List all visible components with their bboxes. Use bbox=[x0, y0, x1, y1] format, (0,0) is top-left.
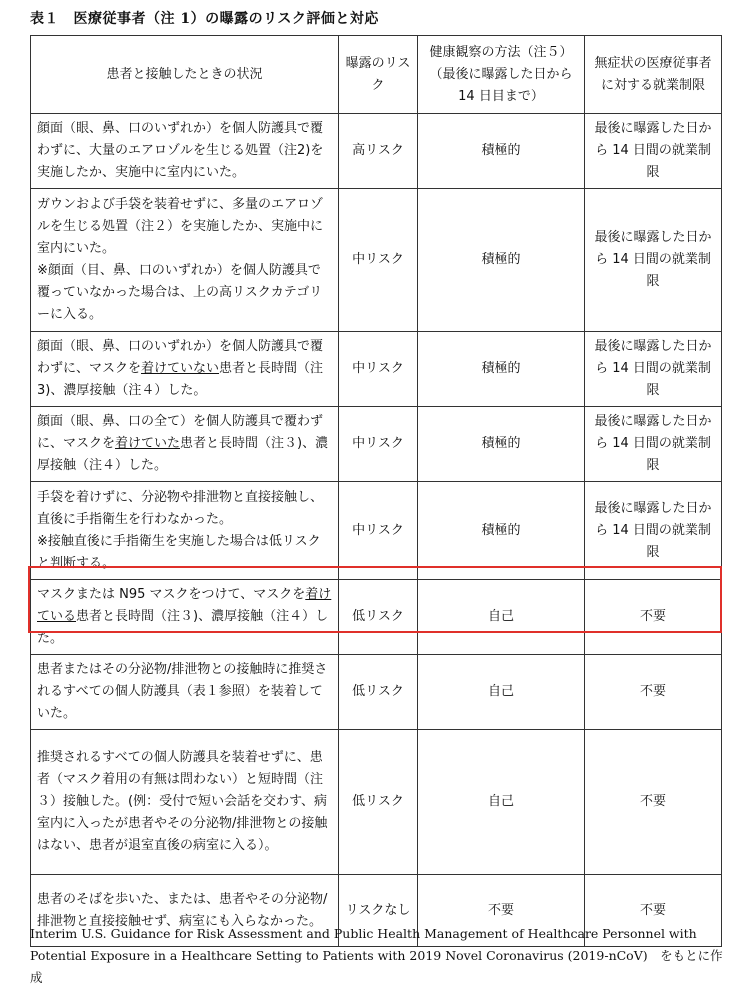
restriction-cell: 最後に曝露した日から 14 日間の就業制限 bbox=[585, 407, 722, 482]
situation-text: 患者と長時間（注３)、濃厚接触（注４）した。 bbox=[37, 436, 329, 473]
header-row bbox=[31, 36, 722, 114]
situation-cell: 推奨されるすべての個人防護具を装着せずに、患者（マスク着用の有無は問わない）と短時間（注３）接触した。(例：受付で短い会話を交わす、病室内に入ったが患者やその分泌物/排泄物との接触はない、患者が退室直後の病室に入る）。 bbox=[31, 730, 339, 875]
source-footnote: Interim U.S. Guidance for Risk Assessment and Public Health Management of Healthcare Personnel with Potential Exposure in a Healthcare Setting to Patients with 2019 Novel Coronavirus (2019-nCoV) をもとに作成 bbox=[30, 926, 723, 985]
table-row bbox=[31, 114, 722, 189]
header-observation: 健康観察の方法（注５）（最後に曝露した日から14 日目まで） bbox=[418, 36, 585, 114]
observation-cell: 積極的 bbox=[418, 407, 585, 482]
table-row bbox=[31, 482, 722, 580]
header-situation: 患者と接触したときの状況 bbox=[31, 36, 339, 114]
situation-text: 顔面（眼、鼻、口のいずれか）を個人防護具で覆わずに、マスクを bbox=[37, 339, 324, 376]
table-row-highlighted bbox=[31, 580, 722, 655]
observation-cell: 積極的 bbox=[418, 332, 585, 407]
observation-cell: 自己 bbox=[418, 655, 585, 730]
situation-cell bbox=[31, 580, 339, 655]
observation-cell: 自己 bbox=[418, 730, 585, 875]
situation-cell: 患者のそばを歩いた、または、患者やその分泌物/排泄物と直接接触せず、病室にも入らなかった。 bbox=[31, 875, 339, 947]
situation-text: 患者と長時間（注3)、濃厚接触（注４）した。 bbox=[37, 361, 324, 398]
risk-cell: 低リスク bbox=[339, 580, 418, 655]
restriction-cell: 不要 bbox=[585, 730, 722, 875]
header-risk: 曝露のリスク bbox=[339, 36, 418, 114]
table-row bbox=[31, 189, 722, 332]
restriction-cell: 最後に曝露した日から 14 日間の就業制限 bbox=[585, 332, 722, 407]
restriction-cell: 最後に曝露した日から 14 日間の就業制限 bbox=[585, 114, 722, 189]
risk-cell: 中リスク bbox=[339, 189, 418, 332]
observation-cell: 積極的 bbox=[418, 189, 585, 332]
observation-cell: 積極的 bbox=[418, 114, 585, 189]
situation-note: ※接触直後に手指衛生を実施した場合は低リスクと判断する。 bbox=[37, 533, 321, 571]
situation-cell: 顔面（眼、鼻、口のいずれか）を個人防護具で覆わずに、大量のエアロゾルを生じる処置（注2)を実施したか、実施中に室内にいた。 bbox=[31, 114, 339, 189]
risk-cell: 中リスク bbox=[339, 482, 418, 580]
table-row bbox=[31, 730, 722, 875]
risk-cell: 高リスク bbox=[339, 114, 418, 189]
situation-text: 顔面（眼、鼻、口の全て）を個人防護具で覆わずに、マスクを bbox=[37, 414, 324, 451]
risk-cell: 低リスク bbox=[339, 655, 418, 730]
table-title: 表１ 医療従事者（注 1）の曝露のリスク評価と対応 bbox=[30, 11, 379, 27]
table-row bbox=[31, 655, 722, 730]
observation-cell: 積極的 bbox=[418, 482, 585, 580]
situation-text: 手袋を着けずに、分泌物や排泄物と直接接触し、直後に手指衛生を行わなかった。 bbox=[37, 489, 324, 527]
situation-text: 患者と長時間（注３)、濃厚接触（注４）した。 bbox=[37, 609, 329, 646]
restriction-cell: 不要 bbox=[585, 580, 722, 655]
table-row bbox=[31, 332, 722, 407]
header-work-restriction: 無症状の医療従事者に対する就業制限 bbox=[585, 36, 722, 114]
underlined-text: 着けていた bbox=[115, 436, 181, 451]
situation-cell: 患者またはその分泌物/排泄物との接触時に推奨されるすべての個人防護具（表１参照）を装着していた。 bbox=[31, 655, 339, 730]
risk-table bbox=[30, 35, 722, 947]
risk-cell: 中リスク bbox=[339, 332, 418, 407]
restriction-cell: 最後に曝露した日から 14 日間の就業制限 bbox=[585, 482, 722, 580]
observation-cell: 自己 bbox=[418, 580, 585, 655]
situation-cell bbox=[31, 407, 339, 482]
risk-cell: 中リスク bbox=[339, 407, 418, 482]
observation-cell: 不要 bbox=[418, 875, 585, 947]
underlined-text: 着けていない bbox=[141, 361, 220, 376]
situation-text: ガウンおよび手袋を装着せずに、多量のエアロゾルを生じる処置（注２）を実施したか、実施中に室内にいた。 bbox=[37, 197, 324, 256]
restriction-cell: 最後に曝露した日から 14 日間の就業制限 bbox=[585, 189, 722, 332]
underlined-text: 着けている bbox=[37, 587, 332, 624]
risk-cell: リスクなし bbox=[339, 875, 418, 947]
situation-cell bbox=[31, 332, 339, 407]
situation-text: マスクまたは N95 マスクをつけて、マスクを bbox=[37, 587, 306, 602]
table-row bbox=[31, 407, 722, 482]
situation-note: ※顔面（目、鼻、口のいずれか）を個人防護具で覆っていなかった場合は、上の高リスクカテゴリーに入る。 bbox=[37, 263, 323, 322]
situation-cell bbox=[31, 189, 339, 332]
restriction-cell: 不要 bbox=[585, 655, 722, 730]
risk-cell: 低リスク bbox=[339, 730, 418, 875]
restriction-cell: 不要 bbox=[585, 875, 722, 947]
situation-cell bbox=[31, 482, 339, 580]
